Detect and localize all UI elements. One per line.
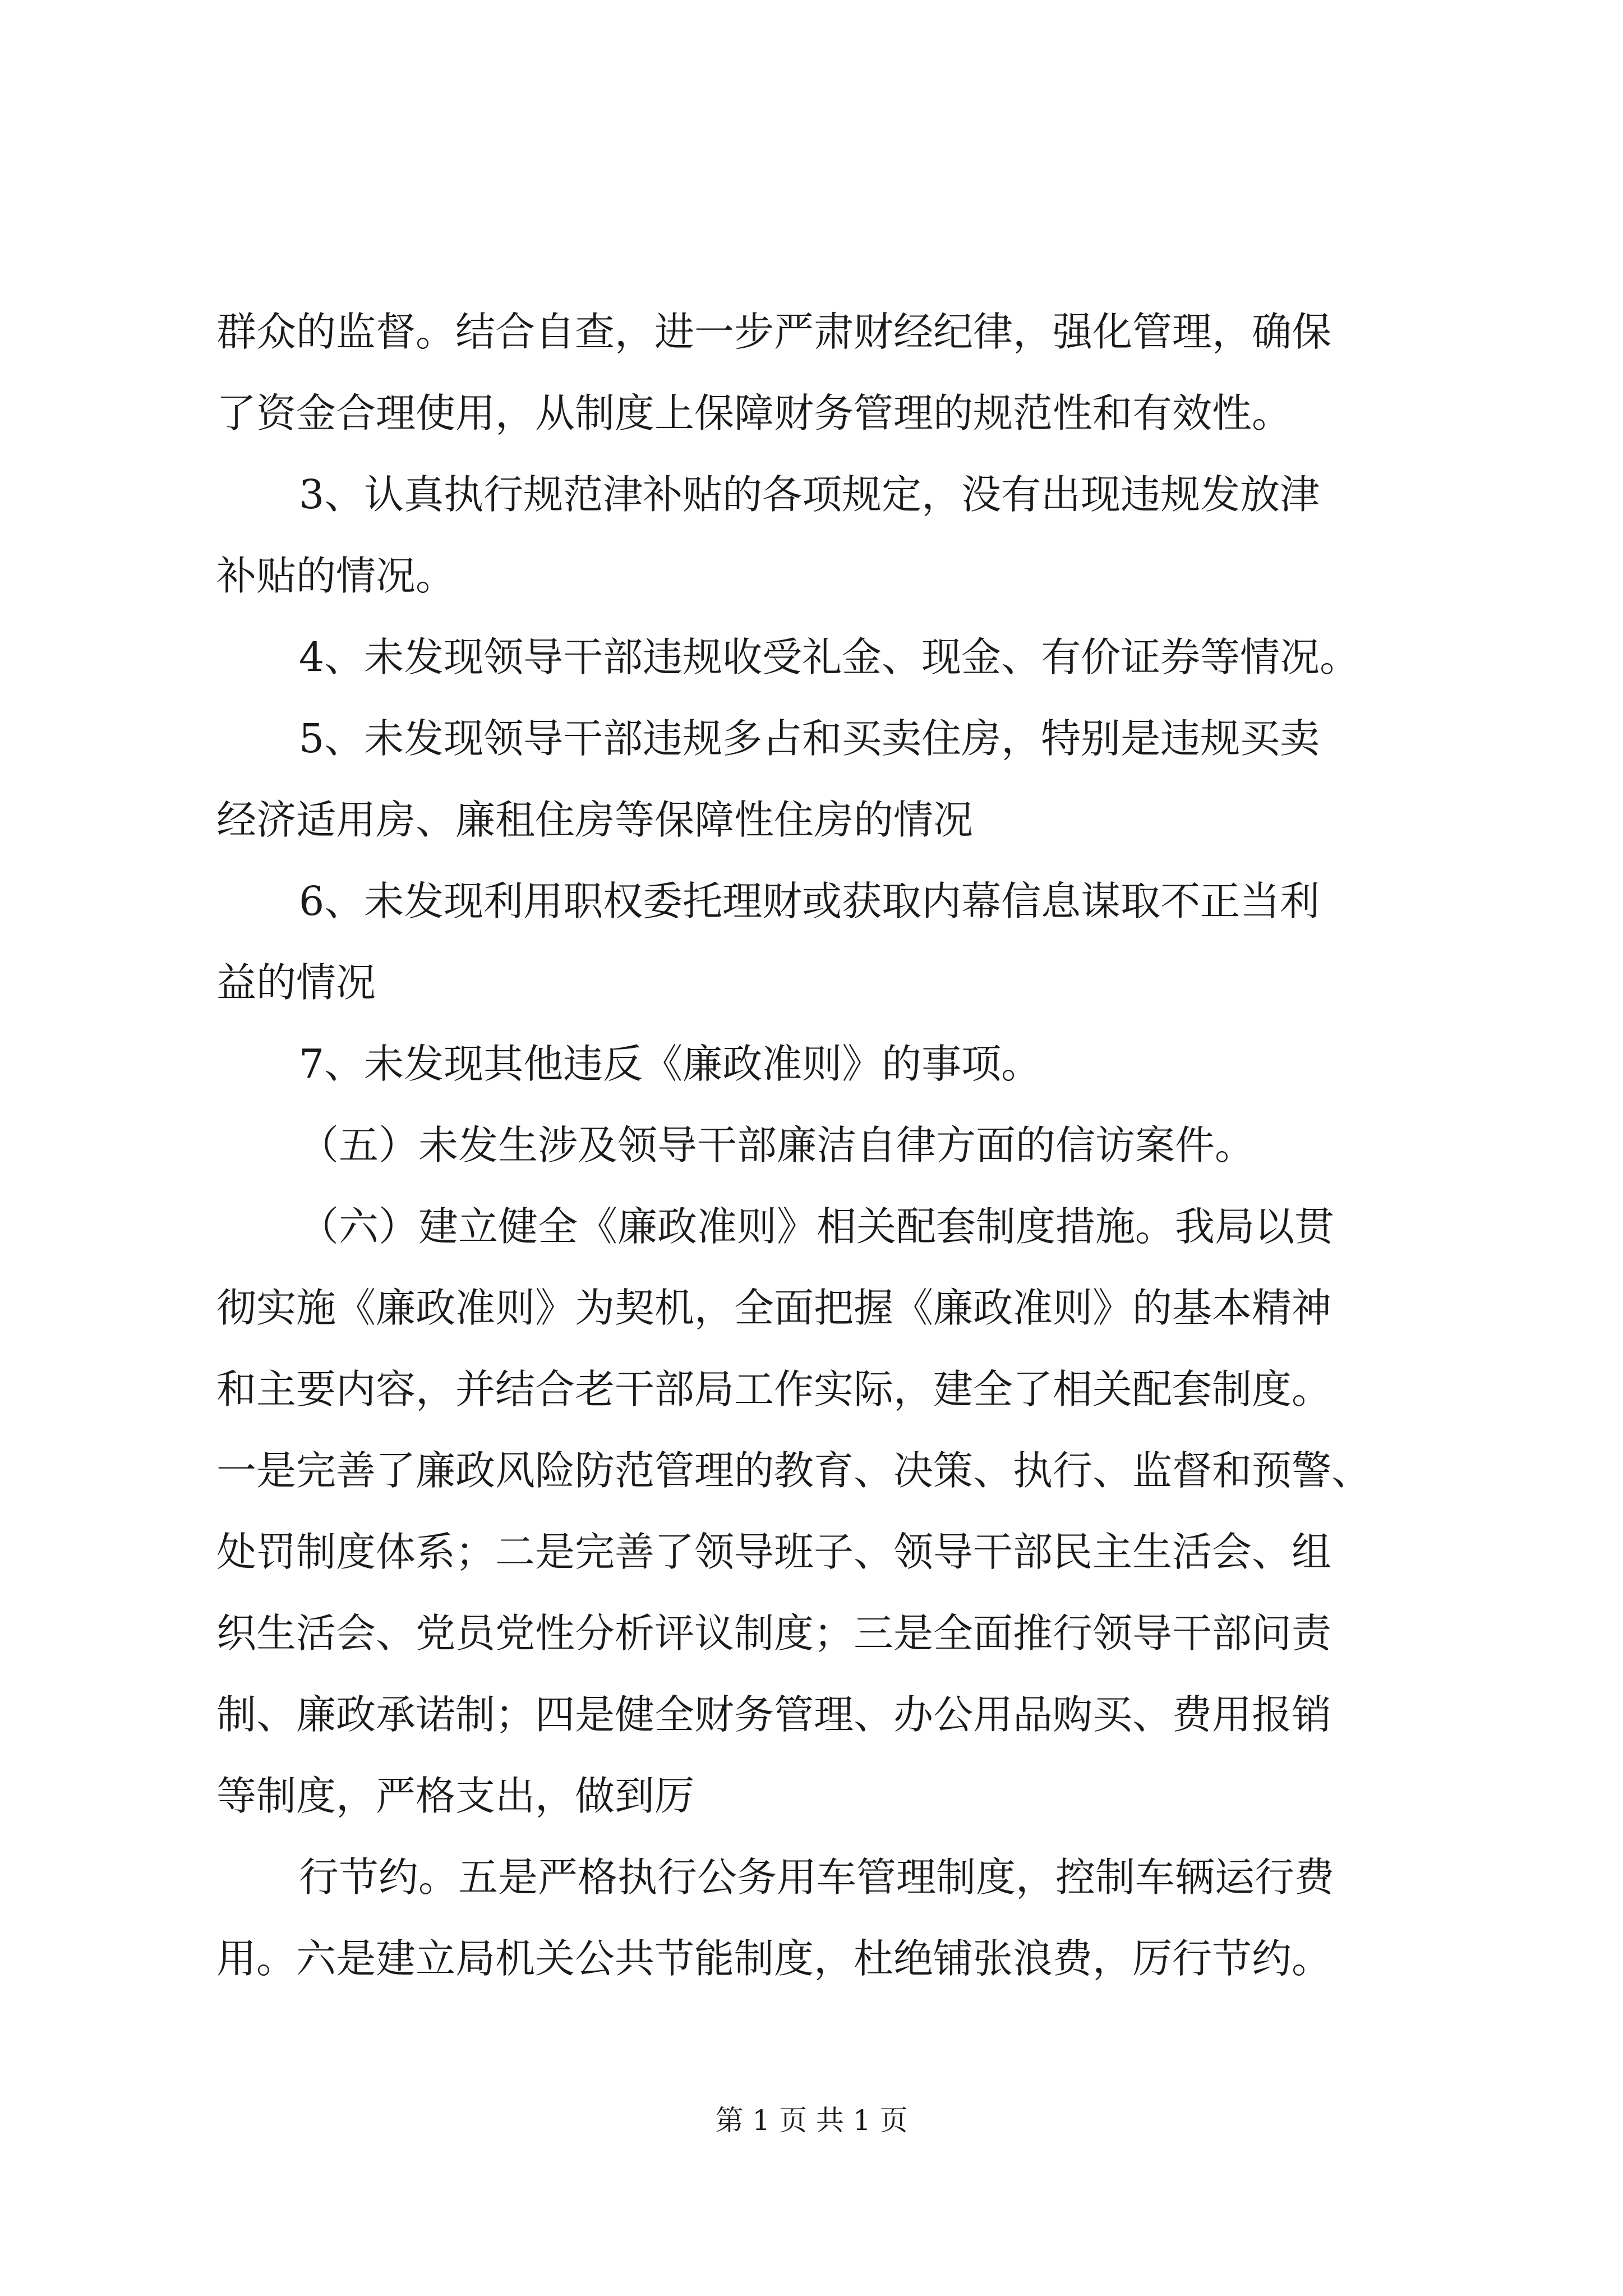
text-line: 经济适用房、廉租住房等保障性住房的情况 <box>216 797 974 843</box>
text-line: 织生活会、党员党性分析评议制度；三是全面推行领导干部问责 <box>216 1610 1332 1657</box>
text-line: 7、未发现其他违反《廉政准则》的事项。 <box>299 1041 1041 1087</box>
text-line: 补贴的情况。 <box>216 553 456 599</box>
text-line: 群众的监督。结合自查，进一步严肃财经纪律，强化管理，确保 <box>216 309 1332 355</box>
text-line: 彻实施《廉政准则》为契机，全面把握《廉政准则》的基本精神 <box>216 1285 1332 1331</box>
text-line: 用。六是建立局机关公共节能制度，杜绝铺张浪费，厉行节约。 <box>216 1935 1332 1982</box>
text-line: 等制度，严格支出，做到厉 <box>216 1773 695 1819</box>
text-line: 和主要内容，并结合老干部局工作实际，建全了相关配套制度。 <box>216 1366 1332 1412</box>
text-line: 行节约。五是严格执行公务用车管理制度，控制车辆运行费 <box>299 1854 1335 1901</box>
text-line: 6、未发现利用职权委托理财或获取内幕信息谋取不正当利 <box>299 878 1320 924</box>
text-line: 益的情况 <box>216 959 376 1006</box>
text-line: 3、认真执行规范津补贴的各项规定，没有出现违规发放津 <box>299 471 1320 518</box>
text-line: 一是完善了廉政风险防范管理的教育、决策、执行、监督和预警、 <box>216 1447 1372 1494</box>
text-line: （六）建立健全《廉政准则》相关配套制度措施。我局以贯 <box>299 1203 1335 1250</box>
page-footer: 第 1 页 共 1 页 <box>715 2104 908 2137</box>
text-line: 4、未发现领导干部违规收受礼金、现金、有价证券等情况。 <box>299 634 1360 680</box>
text-line: 处罚制度体系；二是完善了领导班子、领导干部民主生活会、组 <box>216 1529 1332 1575</box>
text-line: （五）未发生涉及领导干部廉洁自律方面的信访案件。 <box>299 1122 1255 1168</box>
text-line: 了资金合理使用，从制度上保障财务管理的规范性和有效性。 <box>216 390 1292 436</box>
text-line: 5、未发现领导干部违规多占和买卖住房，特别是违规买卖 <box>299 715 1320 762</box>
text-line: 制、廉政承诺制；四是健全财务管理、办公用品购买、费用报销 <box>216 1691 1332 1738</box>
